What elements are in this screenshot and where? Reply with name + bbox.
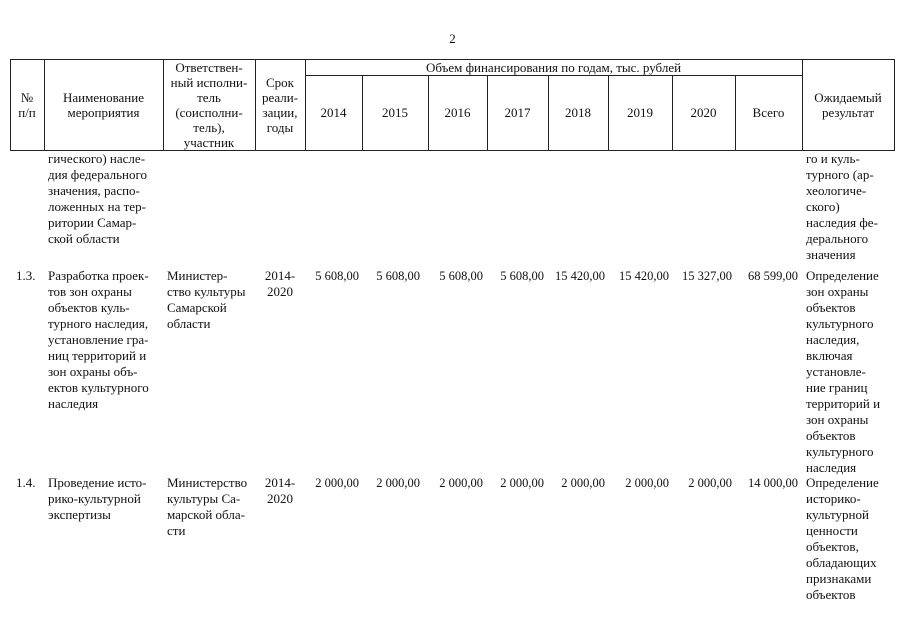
row-number: 1.4. [16, 475, 36, 490]
header-no: № п/п [18, 89, 36, 120]
value-2017: 2 000,00 [500, 476, 544, 490]
header-year-2014: 2014 [320, 105, 347, 120]
page-number: 2 [449, 31, 456, 46]
value-2017: 5 608,00 [500, 269, 544, 283]
value-2018: 2 000,00 [561, 476, 605, 490]
row-name: Проведение исто- рико-культурной экспертизы [48, 475, 147, 522]
value-2018: 15 420,00 [555, 269, 605, 283]
header-total: Всего [752, 105, 785, 120]
header-executor: Ответствен- ный исполни- тель (соисполни- тель), участник [170, 59, 248, 150]
row-result: Определение историко- культурной ценности объектов, обладающих признаками объектов [806, 475, 879, 602]
value-2016: 5 608,00 [439, 269, 483, 283]
value-2020: 15 327,00 [682, 269, 732, 283]
value-2015: 5 608,00 [376, 269, 420, 283]
header-result: Ожидаемый результат [814, 89, 882, 120]
row-result: го и куль- турного (ар- хеологиче- ского) наследия фе- дерального значения [806, 151, 878, 262]
row-term: 2014- 2020 [264, 475, 296, 506]
value-2016: 2 000,00 [439, 476, 483, 490]
header-year-2016: 2016 [444, 105, 471, 120]
row-name: гического) насле- дия федерального значения, распо- ложенных на тер- ритории Самар- ской области [48, 151, 147, 246]
value-2019: 15 420,00 [619, 269, 669, 283]
row-executor: Министерство культуры Са- марской обла- сти [167, 475, 248, 538]
header-term: Срок реали- зации, годы [261, 74, 299, 135]
row-executor: Министер- ство культуры Самарской области [167, 268, 246, 331]
header-year-2018: 2018 [565, 105, 591, 120]
row-name: Разработка проек- тов зон охраны объектов куль- турного наследия, установление гра- ниц территорий и зон охраны объ- ектов культурного наследия [48, 268, 149, 411]
header-funding-title: Объем финансирования по годам, тыс. рублей [425, 59, 682, 75]
row-term: 2014- 2020 [264, 268, 296, 299]
value-2015: 2 000,00 [376, 476, 420, 490]
value-2020: 2 000,00 [688, 476, 732, 490]
value-total: 68 599,00 [748, 269, 798, 283]
value-total: 14 000,00 [748, 476, 798, 490]
header-year-2020: 2020 [690, 105, 717, 120]
header-year-2019: 2019 [627, 105, 653, 120]
value-2014: 2 000,00 [315, 476, 359, 490]
header-name: Наименование мероприятия [63, 89, 144, 120]
header-year-2015: 2015 [382, 105, 408, 120]
row-number: 1.3. [16, 268, 36, 283]
value-2019: 2 000,00 [625, 476, 669, 490]
value-2014: 5 608,00 [315, 269, 359, 283]
row-result: Определение зон охраны объектов культурного наследия, включая установле- ние границ территорий и зон охраны объектов культурного наследия [806, 268, 881, 475]
header-year-2017: 2017 [504, 105, 531, 120]
